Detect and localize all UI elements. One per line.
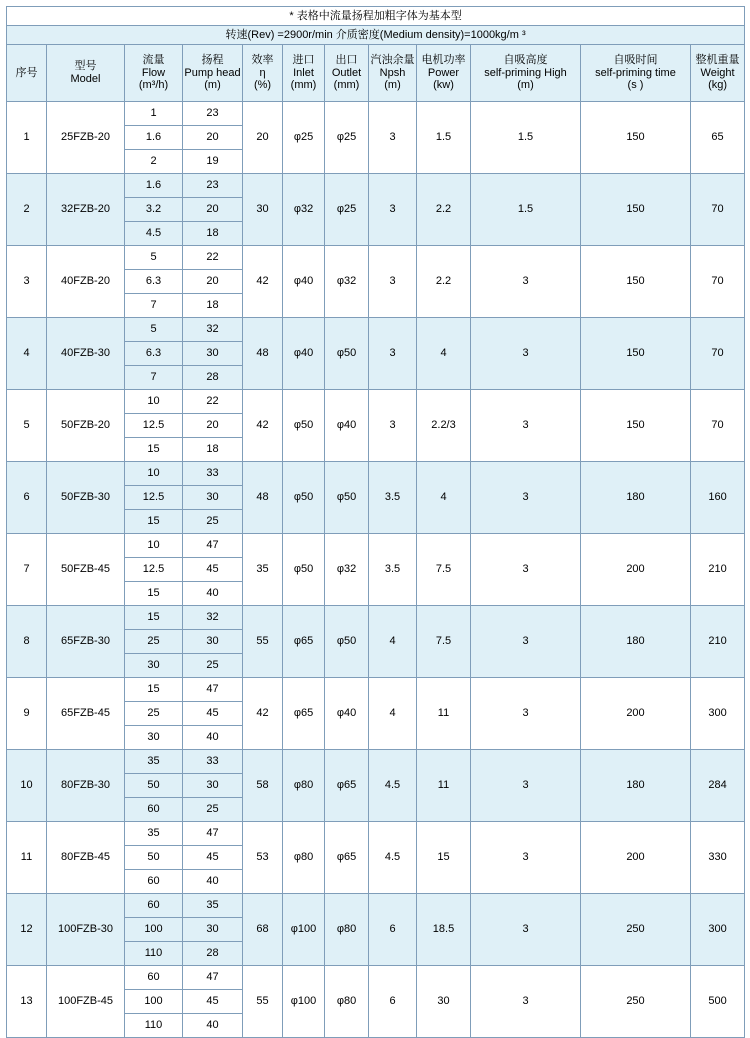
- cell-head: 22: [183, 246, 243, 270]
- header-eff-unit: (%): [253, 79, 272, 92]
- cell-self-priming-high: 1.5: [471, 174, 581, 246]
- cell-npsh: 6: [369, 894, 417, 966]
- table-row: [7, 678, 745, 702]
- row-number: 2: [7, 174, 47, 246]
- row-number: 9: [7, 678, 47, 750]
- cell-self-priming-time: 200: [581, 534, 691, 606]
- cell-flow: 5: [125, 318, 183, 342]
- cell-weight: 500: [691, 966, 745, 1038]
- table-row: [7, 246, 745, 270]
- cell-head: 20: [183, 414, 243, 438]
- cell-weight: 210: [691, 534, 745, 606]
- cell-self-priming-high: 3: [471, 246, 581, 318]
- cell-power: 7.5: [417, 534, 471, 606]
- cell-head: 20: [183, 126, 243, 150]
- cell-head: 20: [183, 198, 243, 222]
- header-cell-weight: [691, 45, 745, 102]
- header-inlet-en: Inlet: [293, 66, 314, 79]
- row-model: 40FZB-30: [47, 318, 125, 390]
- table-row: [7, 894, 745, 918]
- header-cell-head: [183, 45, 243, 102]
- cell-inlet: φ50: [283, 534, 325, 606]
- header-weight-cn: 整机重量: [695, 54, 740, 67]
- cell-head: 25: [183, 510, 243, 534]
- cell-npsh: 3: [369, 318, 417, 390]
- cell-power: 2.2: [417, 174, 471, 246]
- header-selftime-en: self-priming time: [595, 66, 676, 79]
- cell-self-priming-high: 3: [471, 534, 581, 606]
- cell-inlet: φ100: [283, 966, 325, 1038]
- cell-flow: 110: [125, 1014, 183, 1038]
- cell-head: 47: [183, 822, 243, 846]
- header-flow-en: Flow: [141, 66, 166, 79]
- cell-outlet: φ40: [325, 390, 369, 462]
- cell-self-priming-high: 3: [471, 822, 581, 894]
- cell-head: 23: [183, 102, 243, 126]
- cell-self-priming-time: 250: [581, 894, 691, 966]
- row-number: 10: [7, 750, 47, 822]
- cell-efficiency: 58: [243, 750, 283, 822]
- header-npsh-en: Npsh: [379, 66, 406, 79]
- cell-power: 1.5: [417, 102, 471, 174]
- header-npsh-unit: (m): [384, 79, 401, 92]
- header-eff-en: η: [259, 66, 266, 79]
- cell-inlet: φ40: [283, 246, 325, 318]
- cell-inlet: φ50: [283, 390, 325, 462]
- cell-npsh: 4.5: [369, 822, 417, 894]
- note-row-1: [7, 7, 745, 26]
- cell-head: 30: [183, 918, 243, 942]
- header-power-en: Power: [427, 66, 460, 79]
- cell-flow: 3.2: [125, 198, 183, 222]
- cell-outlet: φ40: [325, 678, 369, 750]
- cell-weight: 65: [691, 102, 745, 174]
- cell-flow: 6.3: [125, 342, 183, 366]
- cell-flow: 15: [125, 678, 183, 702]
- table-row: [7, 390, 745, 414]
- cell-flow: 15: [125, 606, 183, 630]
- cell-flow: 12.5: [125, 486, 183, 510]
- cell-efficiency: 48: [243, 462, 283, 534]
- cell-power: 4: [417, 462, 471, 534]
- table-row: [7, 750, 745, 774]
- table-body: [7, 7, 745, 1038]
- row-model: 100FZB-30: [47, 894, 125, 966]
- header-no-cn: 序号: [15, 66, 38, 79]
- cell-weight: 284: [691, 750, 745, 822]
- cell-weight: 330: [691, 822, 745, 894]
- header-flow-cn: 流量: [142, 54, 165, 67]
- header-cell-inlet: [283, 45, 325, 102]
- cell-weight: 210: [691, 606, 745, 678]
- row-number: 4: [7, 318, 47, 390]
- cell-head: 23: [183, 174, 243, 198]
- cell-weight: 70: [691, 246, 745, 318]
- header-power-unit: (kw): [433, 79, 454, 92]
- header-cell-self-priming-high: [471, 45, 581, 102]
- row-model: 50FZB-30: [47, 462, 125, 534]
- cell-power: 11: [417, 750, 471, 822]
- header-model-cn: 型号: [74, 60, 97, 73]
- header-selftime-unit: (s ): [627, 79, 644, 92]
- cell-efficiency: 42: [243, 678, 283, 750]
- cell-flow: 35: [125, 750, 183, 774]
- cell-outlet: φ65: [325, 750, 369, 822]
- cell-flow: 60: [125, 894, 183, 918]
- cell-flow: 25: [125, 702, 183, 726]
- cell-head: 35: [183, 894, 243, 918]
- table-row: [7, 606, 745, 630]
- cell-power: 2.2: [417, 246, 471, 318]
- cell-head: 28: [183, 942, 243, 966]
- cell-outlet: φ80: [325, 966, 369, 1038]
- cell-self-priming-high: 3: [471, 750, 581, 822]
- cell-head: 19: [183, 150, 243, 174]
- cell-power: 30: [417, 966, 471, 1038]
- table-row: [7, 966, 745, 990]
- cell-head: 30: [183, 342, 243, 366]
- cell-flow: 100: [125, 990, 183, 1014]
- cell-head: 18: [183, 222, 243, 246]
- cell-efficiency: 42: [243, 390, 283, 462]
- note-text-1: * 表格中流量扬程加粗字体为基本型: [7, 7, 745, 26]
- row-number: 1: [7, 102, 47, 174]
- cell-self-priming-time: 150: [581, 318, 691, 390]
- cell-self-priming-time: 200: [581, 822, 691, 894]
- header-inlet-cn: 进口: [292, 54, 315, 67]
- table-row: [7, 318, 745, 342]
- header-cell-model: [47, 45, 125, 102]
- cell-efficiency: 30: [243, 174, 283, 246]
- cell-flow: 50: [125, 774, 183, 798]
- header-cell-no: [7, 45, 47, 102]
- cell-self-priming-time: 250: [581, 966, 691, 1038]
- row-model: 40FZB-20: [47, 246, 125, 318]
- cell-flow: 1.6: [125, 174, 183, 198]
- header-cell-npsh: [369, 45, 417, 102]
- cell-inlet: φ100: [283, 894, 325, 966]
- cell-inlet: φ40: [283, 318, 325, 390]
- cell-weight: 300: [691, 894, 745, 966]
- cell-self-priming-time: 180: [581, 606, 691, 678]
- table-row: [7, 534, 745, 558]
- cell-head: 22: [183, 390, 243, 414]
- cell-head: 18: [183, 438, 243, 462]
- cell-efficiency: 48: [243, 318, 283, 390]
- cell-flow: 60: [125, 966, 183, 990]
- cell-self-priming-time: 150: [581, 102, 691, 174]
- cell-head: 25: [183, 654, 243, 678]
- header-cell-power: [417, 45, 471, 102]
- cell-flow: 12.5: [125, 414, 183, 438]
- cell-inlet: φ65: [283, 678, 325, 750]
- cell-head: 30: [183, 774, 243, 798]
- cell-power: 18.5: [417, 894, 471, 966]
- pump-specification-table: [6, 6, 745, 1038]
- cell-flow: 110: [125, 942, 183, 966]
- cell-head: 45: [183, 558, 243, 582]
- cell-self-priming-high: 3: [471, 462, 581, 534]
- header-weight-unit: (kg): [708, 79, 728, 92]
- cell-flow: 35: [125, 822, 183, 846]
- cell-npsh: 3: [369, 102, 417, 174]
- cell-inlet: φ65: [283, 606, 325, 678]
- cell-head: 33: [183, 462, 243, 486]
- cell-power: 4: [417, 318, 471, 390]
- cell-efficiency: 55: [243, 606, 283, 678]
- cell-self-priming-time: 150: [581, 246, 691, 318]
- cell-flow: 50: [125, 846, 183, 870]
- cell-efficiency: 35: [243, 534, 283, 606]
- cell-head: 33: [183, 750, 243, 774]
- row-model: 32FZB-20: [47, 174, 125, 246]
- cell-npsh: 3: [369, 174, 417, 246]
- cell-flow: 100: [125, 918, 183, 942]
- cell-efficiency: 53: [243, 822, 283, 894]
- cell-flow: 6.3: [125, 270, 183, 294]
- cell-power: 7.5: [417, 606, 471, 678]
- cell-efficiency: 42: [243, 246, 283, 318]
- cell-head: 45: [183, 702, 243, 726]
- cell-npsh: 4.5: [369, 750, 417, 822]
- cell-head: 28: [183, 366, 243, 390]
- row-model: 65FZB-30: [47, 606, 125, 678]
- header-head-cn: 扬程: [201, 54, 224, 67]
- header-cell-flow: [125, 45, 183, 102]
- row-number: 3: [7, 246, 47, 318]
- cell-npsh: 6: [369, 966, 417, 1038]
- cell-outlet: φ32: [325, 534, 369, 606]
- cell-self-priming-high: 3: [471, 966, 581, 1038]
- header-selftime-cn: 自吸时间: [613, 54, 658, 67]
- cell-npsh: 3: [369, 390, 417, 462]
- header-outlet-unit: (mm): [333, 79, 360, 92]
- cell-flow: 1.6: [125, 126, 183, 150]
- header-head-en: Pump head: [184, 66, 241, 79]
- cell-efficiency: 55: [243, 966, 283, 1038]
- header-selfhigh-en: self-priming High: [484, 66, 567, 79]
- header-inlet-unit: (mm): [290, 79, 317, 92]
- row-number: 12: [7, 894, 47, 966]
- cell-outlet: φ50: [325, 606, 369, 678]
- table-row: [7, 174, 745, 198]
- cell-head: 40: [183, 726, 243, 750]
- header-flow-unit: (m³/h): [138, 79, 169, 92]
- cell-head: 30: [183, 486, 243, 510]
- row-model: 80FZB-45: [47, 822, 125, 894]
- cell-flow: 2: [125, 150, 183, 174]
- cell-inlet: φ50: [283, 462, 325, 534]
- cell-flow: 5: [125, 246, 183, 270]
- row-model: 80FZB-30: [47, 750, 125, 822]
- row-number: 11: [7, 822, 47, 894]
- header-cell-self-priming-time: [581, 45, 691, 102]
- table-row: [7, 102, 745, 126]
- cell-self-priming-time: 150: [581, 174, 691, 246]
- cell-efficiency: 68: [243, 894, 283, 966]
- cell-self-priming-high: 3: [471, 678, 581, 750]
- cell-self-priming-time: 200: [581, 678, 691, 750]
- cell-flow: 4.5: [125, 222, 183, 246]
- cell-outlet: φ50: [325, 318, 369, 390]
- cell-head: 30: [183, 630, 243, 654]
- cell-flow: 60: [125, 798, 183, 822]
- cell-head: 45: [183, 846, 243, 870]
- cell-inlet: φ80: [283, 822, 325, 894]
- row-number: 7: [7, 534, 47, 606]
- cell-self-priming-high: 3: [471, 894, 581, 966]
- cell-self-priming-high: 3: [471, 318, 581, 390]
- header-weight-en: Weight: [700, 66, 735, 79]
- row-model: 50FZB-45: [47, 534, 125, 606]
- cell-head: 18: [183, 294, 243, 318]
- cell-flow: 7: [125, 366, 183, 390]
- row-number: 6: [7, 462, 47, 534]
- cell-head: 47: [183, 534, 243, 558]
- cell-npsh: 3.5: [369, 462, 417, 534]
- table-header-row: [7, 45, 745, 102]
- row-model: 65FZB-45: [47, 678, 125, 750]
- cell-flow: 30: [125, 726, 183, 750]
- row-number: 5: [7, 390, 47, 462]
- table-row: [7, 822, 745, 846]
- cell-self-priming-high: 3: [471, 390, 581, 462]
- cell-npsh: 4: [369, 606, 417, 678]
- cell-flow: 15: [125, 510, 183, 534]
- cell-flow: 12.5: [125, 558, 183, 582]
- cell-outlet: φ25: [325, 174, 369, 246]
- cell-self-priming-time: 150: [581, 390, 691, 462]
- cell-outlet: φ50: [325, 462, 369, 534]
- header-cell-efficiency: [243, 45, 283, 102]
- cell-head: 32: [183, 318, 243, 342]
- header-cell-outlet: [325, 45, 369, 102]
- header-outlet-en: Outlet: [331, 66, 362, 79]
- cell-npsh: 3.5: [369, 534, 417, 606]
- cell-inlet: φ80: [283, 750, 325, 822]
- cell-power: 11: [417, 678, 471, 750]
- cell-outlet: φ25: [325, 102, 369, 174]
- cell-head: 45: [183, 990, 243, 1014]
- cell-inlet: φ25: [283, 102, 325, 174]
- header-outlet-cn: 出口: [335, 54, 358, 67]
- cell-weight: 300: [691, 678, 745, 750]
- cell-efficiency: 20: [243, 102, 283, 174]
- cell-flow: 15: [125, 582, 183, 606]
- cell-flow: 7: [125, 294, 183, 318]
- cell-head: 40: [183, 870, 243, 894]
- cell-head: 47: [183, 966, 243, 990]
- cell-weight: 70: [691, 174, 745, 246]
- note-row-2: [7, 26, 745, 45]
- cell-self-priming-time: 180: [581, 750, 691, 822]
- cell-power: 2.2/3: [417, 390, 471, 462]
- cell-head: 20: [183, 270, 243, 294]
- row-model: 25FZB-20: [47, 102, 125, 174]
- header-eff-cn: 效率: [251, 54, 274, 67]
- cell-flow: 60: [125, 870, 183, 894]
- cell-outlet: φ32: [325, 246, 369, 318]
- row-number: 8: [7, 606, 47, 678]
- cell-flow: 10: [125, 390, 183, 414]
- cell-flow: 30: [125, 654, 183, 678]
- cell-weight: 70: [691, 390, 745, 462]
- cell-head: 40: [183, 582, 243, 606]
- cell-self-priming-high: 1.5: [471, 102, 581, 174]
- cell-power: 15: [417, 822, 471, 894]
- cell-flow: 10: [125, 462, 183, 486]
- cell-flow: 15: [125, 438, 183, 462]
- cell-npsh: 4: [369, 678, 417, 750]
- row-number: 13: [7, 966, 47, 1038]
- cell-self-priming-time: 180: [581, 462, 691, 534]
- header-power-cn: 电机功率: [421, 54, 466, 67]
- cell-npsh: 3: [369, 246, 417, 318]
- cell-head: 32: [183, 606, 243, 630]
- cell-head: 25: [183, 798, 243, 822]
- cell-flow: 10: [125, 534, 183, 558]
- header-model-en: Model: [70, 73, 101, 85]
- header-selfhigh-cn: 自吸高度: [503, 54, 548, 67]
- cell-head: 47: [183, 678, 243, 702]
- cell-outlet: φ80: [325, 894, 369, 966]
- row-model: 100FZB-45: [47, 966, 125, 1038]
- cell-weight: 70: [691, 318, 745, 390]
- note-text-2: 转速(Rev) =2900r/min 介质密度(Medium density)=1000kg/m ³: [7, 26, 745, 45]
- header-head-unit: (m): [204, 79, 221, 92]
- cell-head: 40: [183, 1014, 243, 1038]
- cell-weight: 160: [691, 462, 745, 534]
- cell-flow: 1: [125, 102, 183, 126]
- row-model: 50FZB-20: [47, 390, 125, 462]
- header-selfhigh-unit: (m): [517, 79, 534, 92]
- cell-self-priming-high: 3: [471, 606, 581, 678]
- cell-inlet: φ32: [283, 174, 325, 246]
- table-row: [7, 462, 745, 486]
- header-npsh-cn: 汽浊余量: [370, 54, 415, 67]
- cell-outlet: φ65: [325, 822, 369, 894]
- cell-flow: 25: [125, 630, 183, 654]
